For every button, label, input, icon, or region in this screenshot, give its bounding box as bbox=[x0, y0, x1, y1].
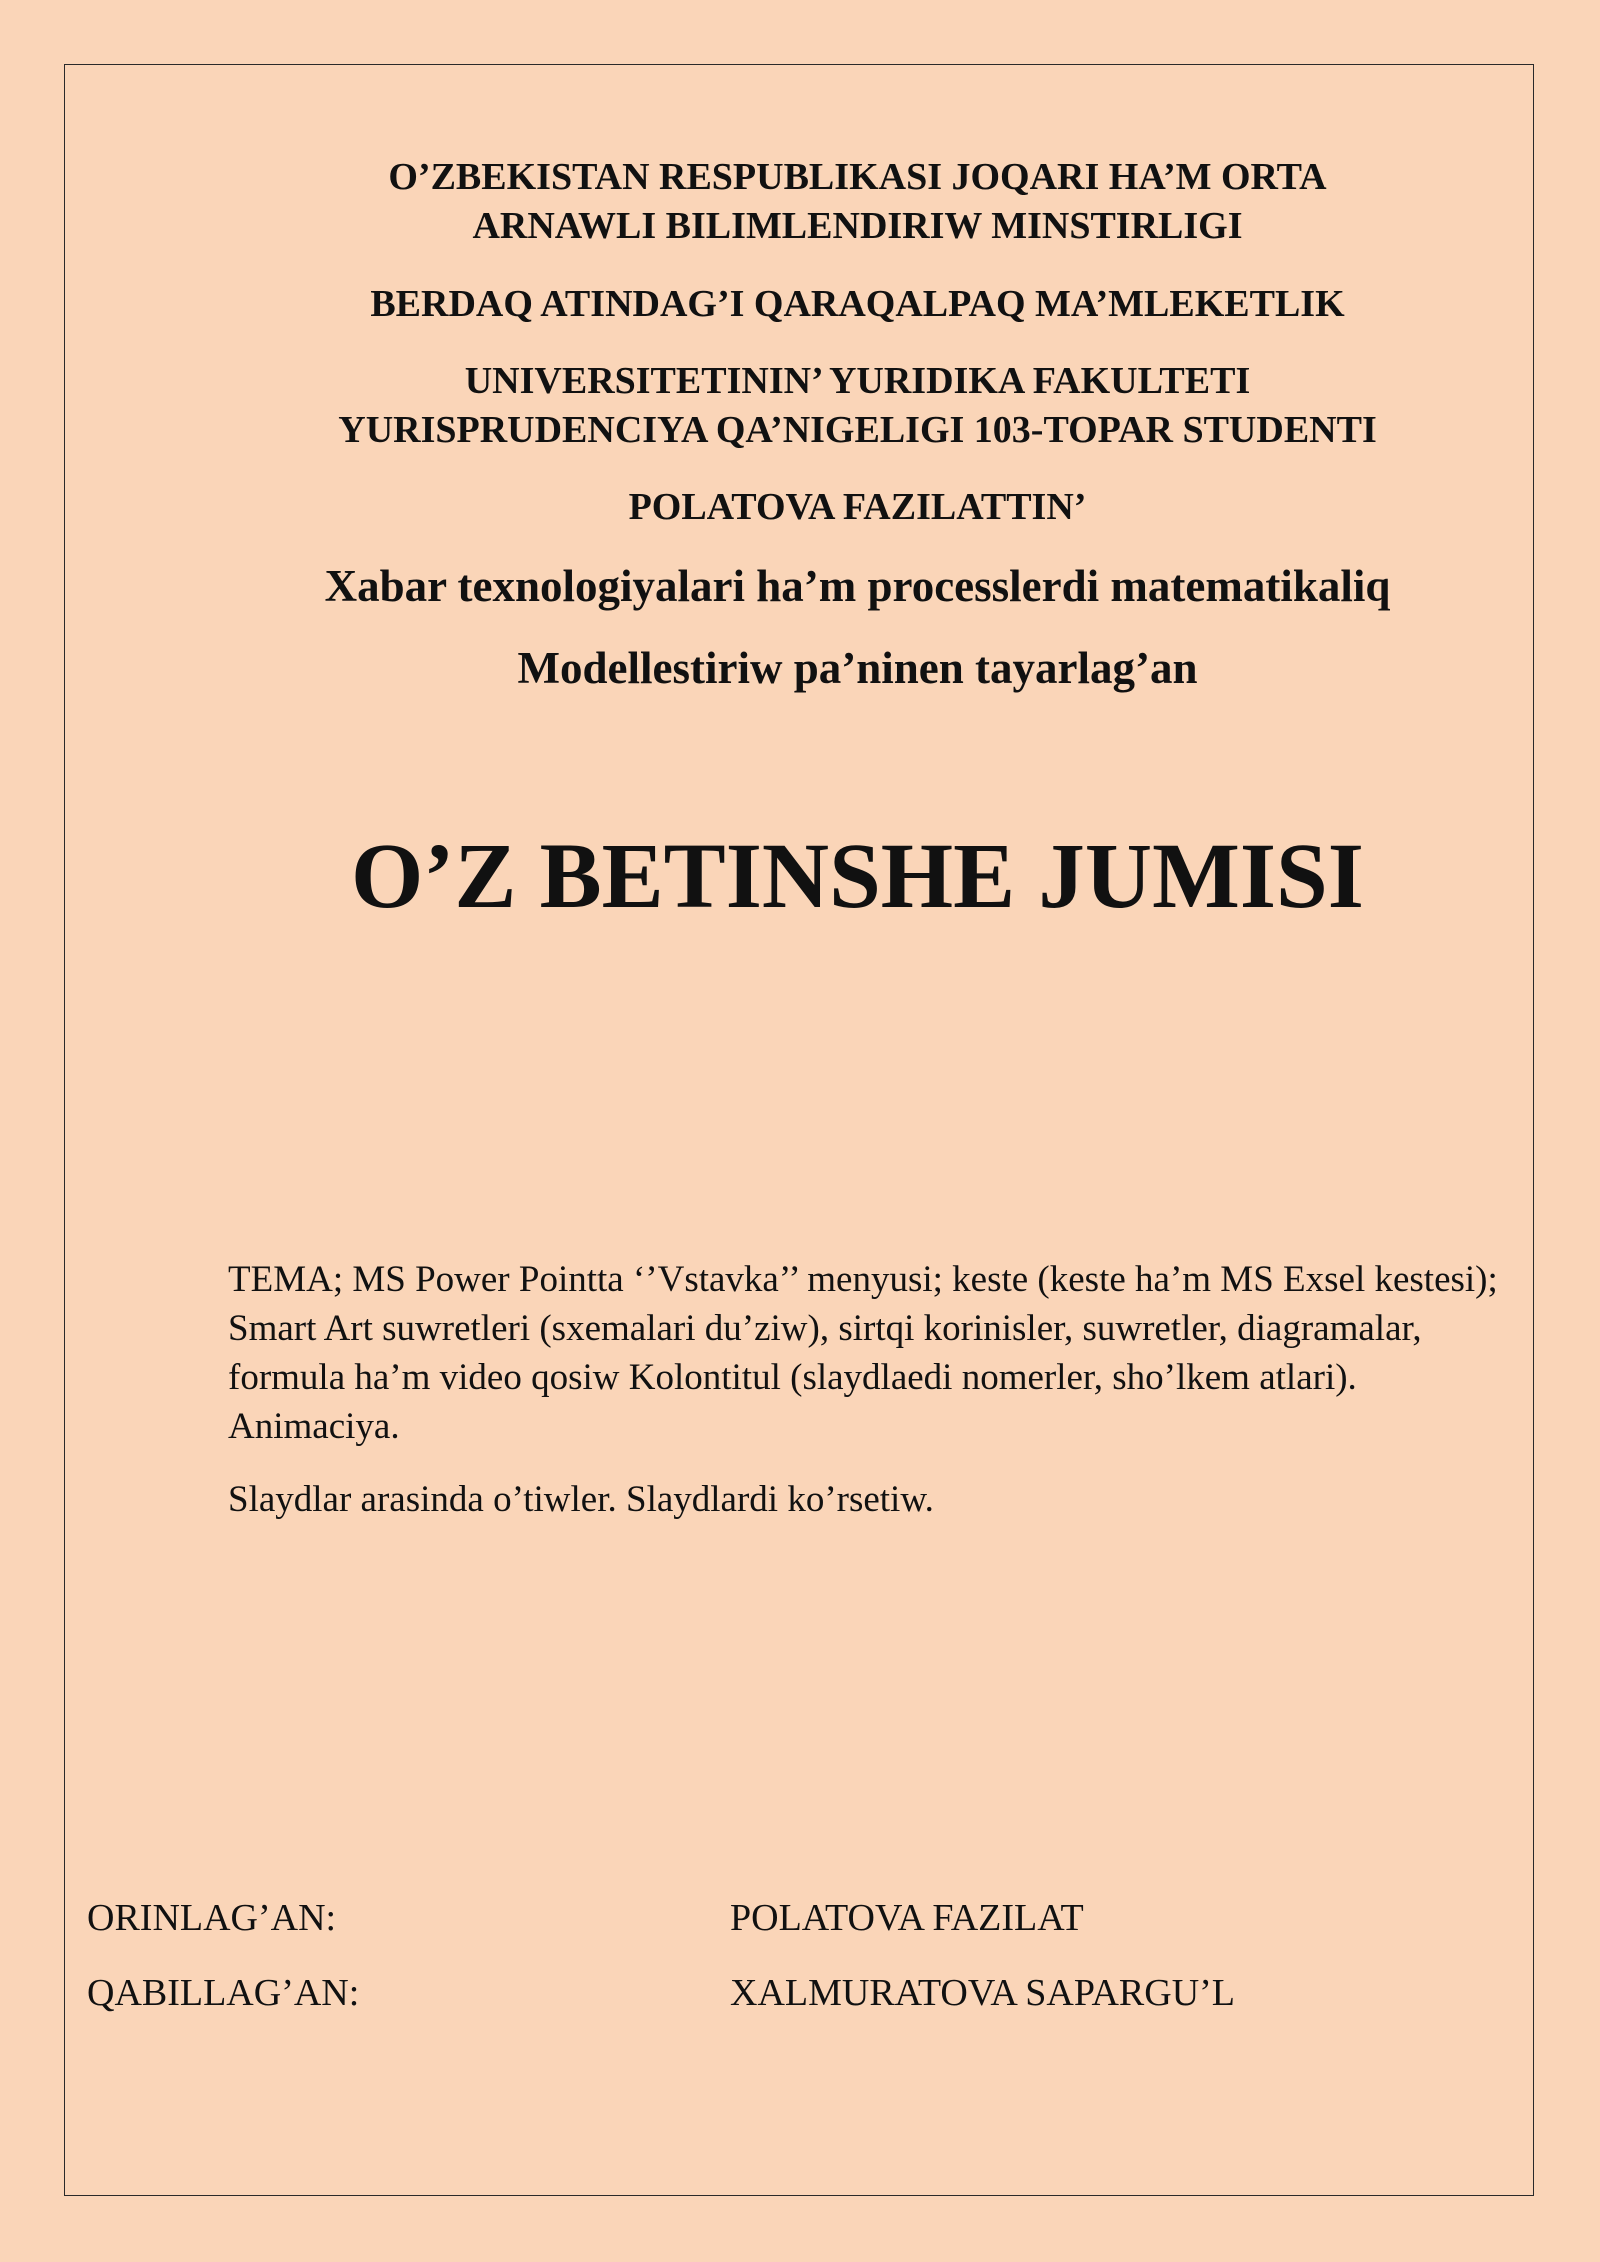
header-line-subject-cont: Modellestiriw pa’ninen tayarlag’an bbox=[517, 643, 1198, 693]
topic-paragraph: TEMA; MS Power Pointta ‘’Vstavka’’ menyusi; keste (keste ha’m MS Exsel kestesi); Smart Art suwretleri (sxemalari du’ziw), sirtqi korinisler, suwretler, diagramalar, formula ha’m video qosiw Kolontitul (slaydlaedi nomerler, sho’lkem atlari). Animaciya. bbox=[228, 1259, 1498, 1447]
document-header bbox=[180, 0, 1535, 720]
header-line-group: YURISPRUDENCIYA QA’NIGELIGI 103-TOPAR STUDENTI bbox=[338, 409, 1377, 451]
performed-by-name: POLATOVA FAZILAT bbox=[730, 1897, 1084, 1939]
topic-paragraph-second: Slaydlar arasinda o’tiwler. Slaydlardi ko’rsetiw. bbox=[228, 1479, 934, 1520]
header-line-ministry-cont: ARNAWLI BILIMLENDIRIW MINSTIRLIGI bbox=[472, 205, 1243, 247]
header-line-ministry: O’ZBEKISTAN RESPUBLIKASI JOQARI HA’M ORTA bbox=[388, 156, 1327, 198]
performed-by-label: ORINLAG’AN: bbox=[87, 1897, 337, 1939]
accepted-by-name: XALMURATOVA SAPARGU’L bbox=[730, 1972, 1236, 2014]
document-title: O’Z BETINSHE JUMISI bbox=[351, 825, 1364, 928]
header-line-faculty: UNIVERSITETININ’ YURIDIKA FAKULTETI bbox=[464, 360, 1251, 402]
accepted-by-label: QABILLAG’AN: bbox=[87, 1972, 360, 2014]
topic-block bbox=[228, 1255, 1528, 1524]
header-line-student: POLATOVA FAZILATTIN’ bbox=[628, 486, 1087, 528]
header-line-subject: Xabar texnologiyalari ha’m processlerdi matematikaliq bbox=[324, 561, 1391, 611]
header-line-university: BERDAQ ATINDAG’I QARAQALPAQ MA’MLEKETLIK bbox=[370, 283, 1345, 325]
